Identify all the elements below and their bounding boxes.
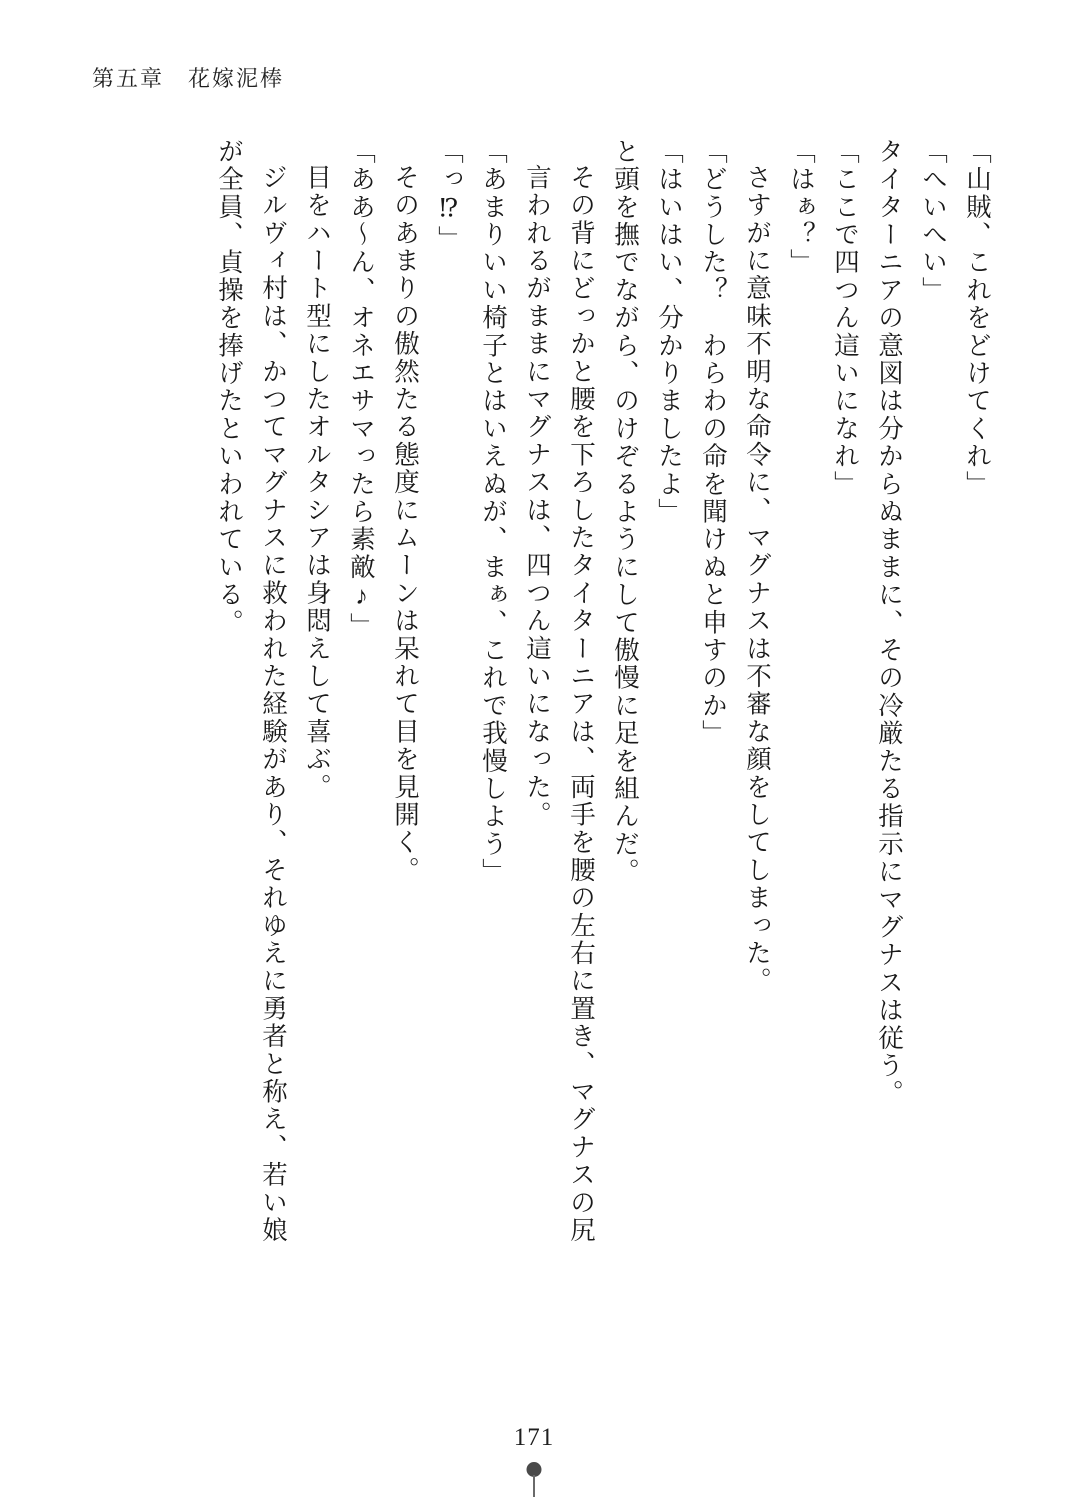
text-column: 「あまりいい椅子とはいえぬが、まぁ、これで我慢しよう」	[479, 138, 508, 886]
text-column: と頭を撫でながら、のけぞるようにして傲慢に足を組んだ。	[611, 138, 640, 886]
text-column: 「はいはい、分かりましたよ」	[655, 138, 684, 526]
text-column: その背にどっかと腰を下ろしたタイターニアは、両手を腰の左右に置き、マグナスの尻	[567, 164, 596, 1245]
page-number: 171	[513, 1424, 555, 1451]
text-column: 「はぁ？」	[787, 138, 816, 277]
text-column: 「ああ～ん、オネエサマったら素敵♪」	[347, 138, 376, 641]
text-column: さすがに意味不明な命令に、マグナスは不審な顔をしてしまった。	[743, 164, 772, 995]
text-column: 「どうした？ わらわの命を聞けぬと申すのか」	[699, 138, 728, 748]
text-column: タイターニアの意図は分からぬままに、その冷厳たる指示にマグナスは従う。	[875, 138, 904, 1108]
text-column: 「へいへい」	[919, 138, 948, 305]
footer-stem-icon	[533, 1475, 535, 1497]
text-column: 「山賊、これをどけてくれ」	[963, 138, 992, 499]
text-column: 「ここで四つん這いになれ」	[831, 138, 860, 499]
footer-ornament-icon	[525, 1462, 543, 1496]
vertical-text-body	[110, 138, 990, 1348]
text-column: 言われるがままにマグナスは、四つん這いになった。	[523, 164, 552, 829]
text-column: 目をハート型にしたオルタシアは身悶えして喜ぶ。	[303, 164, 332, 802]
text-column: そのあまりの傲然たる態度にムーンは呆れて目を見開く。	[391, 164, 420, 885]
text-column: が全員、貞操を捧げたといわれている。	[215, 138, 244, 637]
chapter-header: 第五章 花嫁泥棒	[92, 66, 285, 91]
text-column: 「っ⁉」	[435, 138, 464, 254]
text-column: ジルヴィ村は、かつてマグナスに救われた経験があり、それゆえに勇者と称え、若い娘	[259, 164, 288, 1245]
